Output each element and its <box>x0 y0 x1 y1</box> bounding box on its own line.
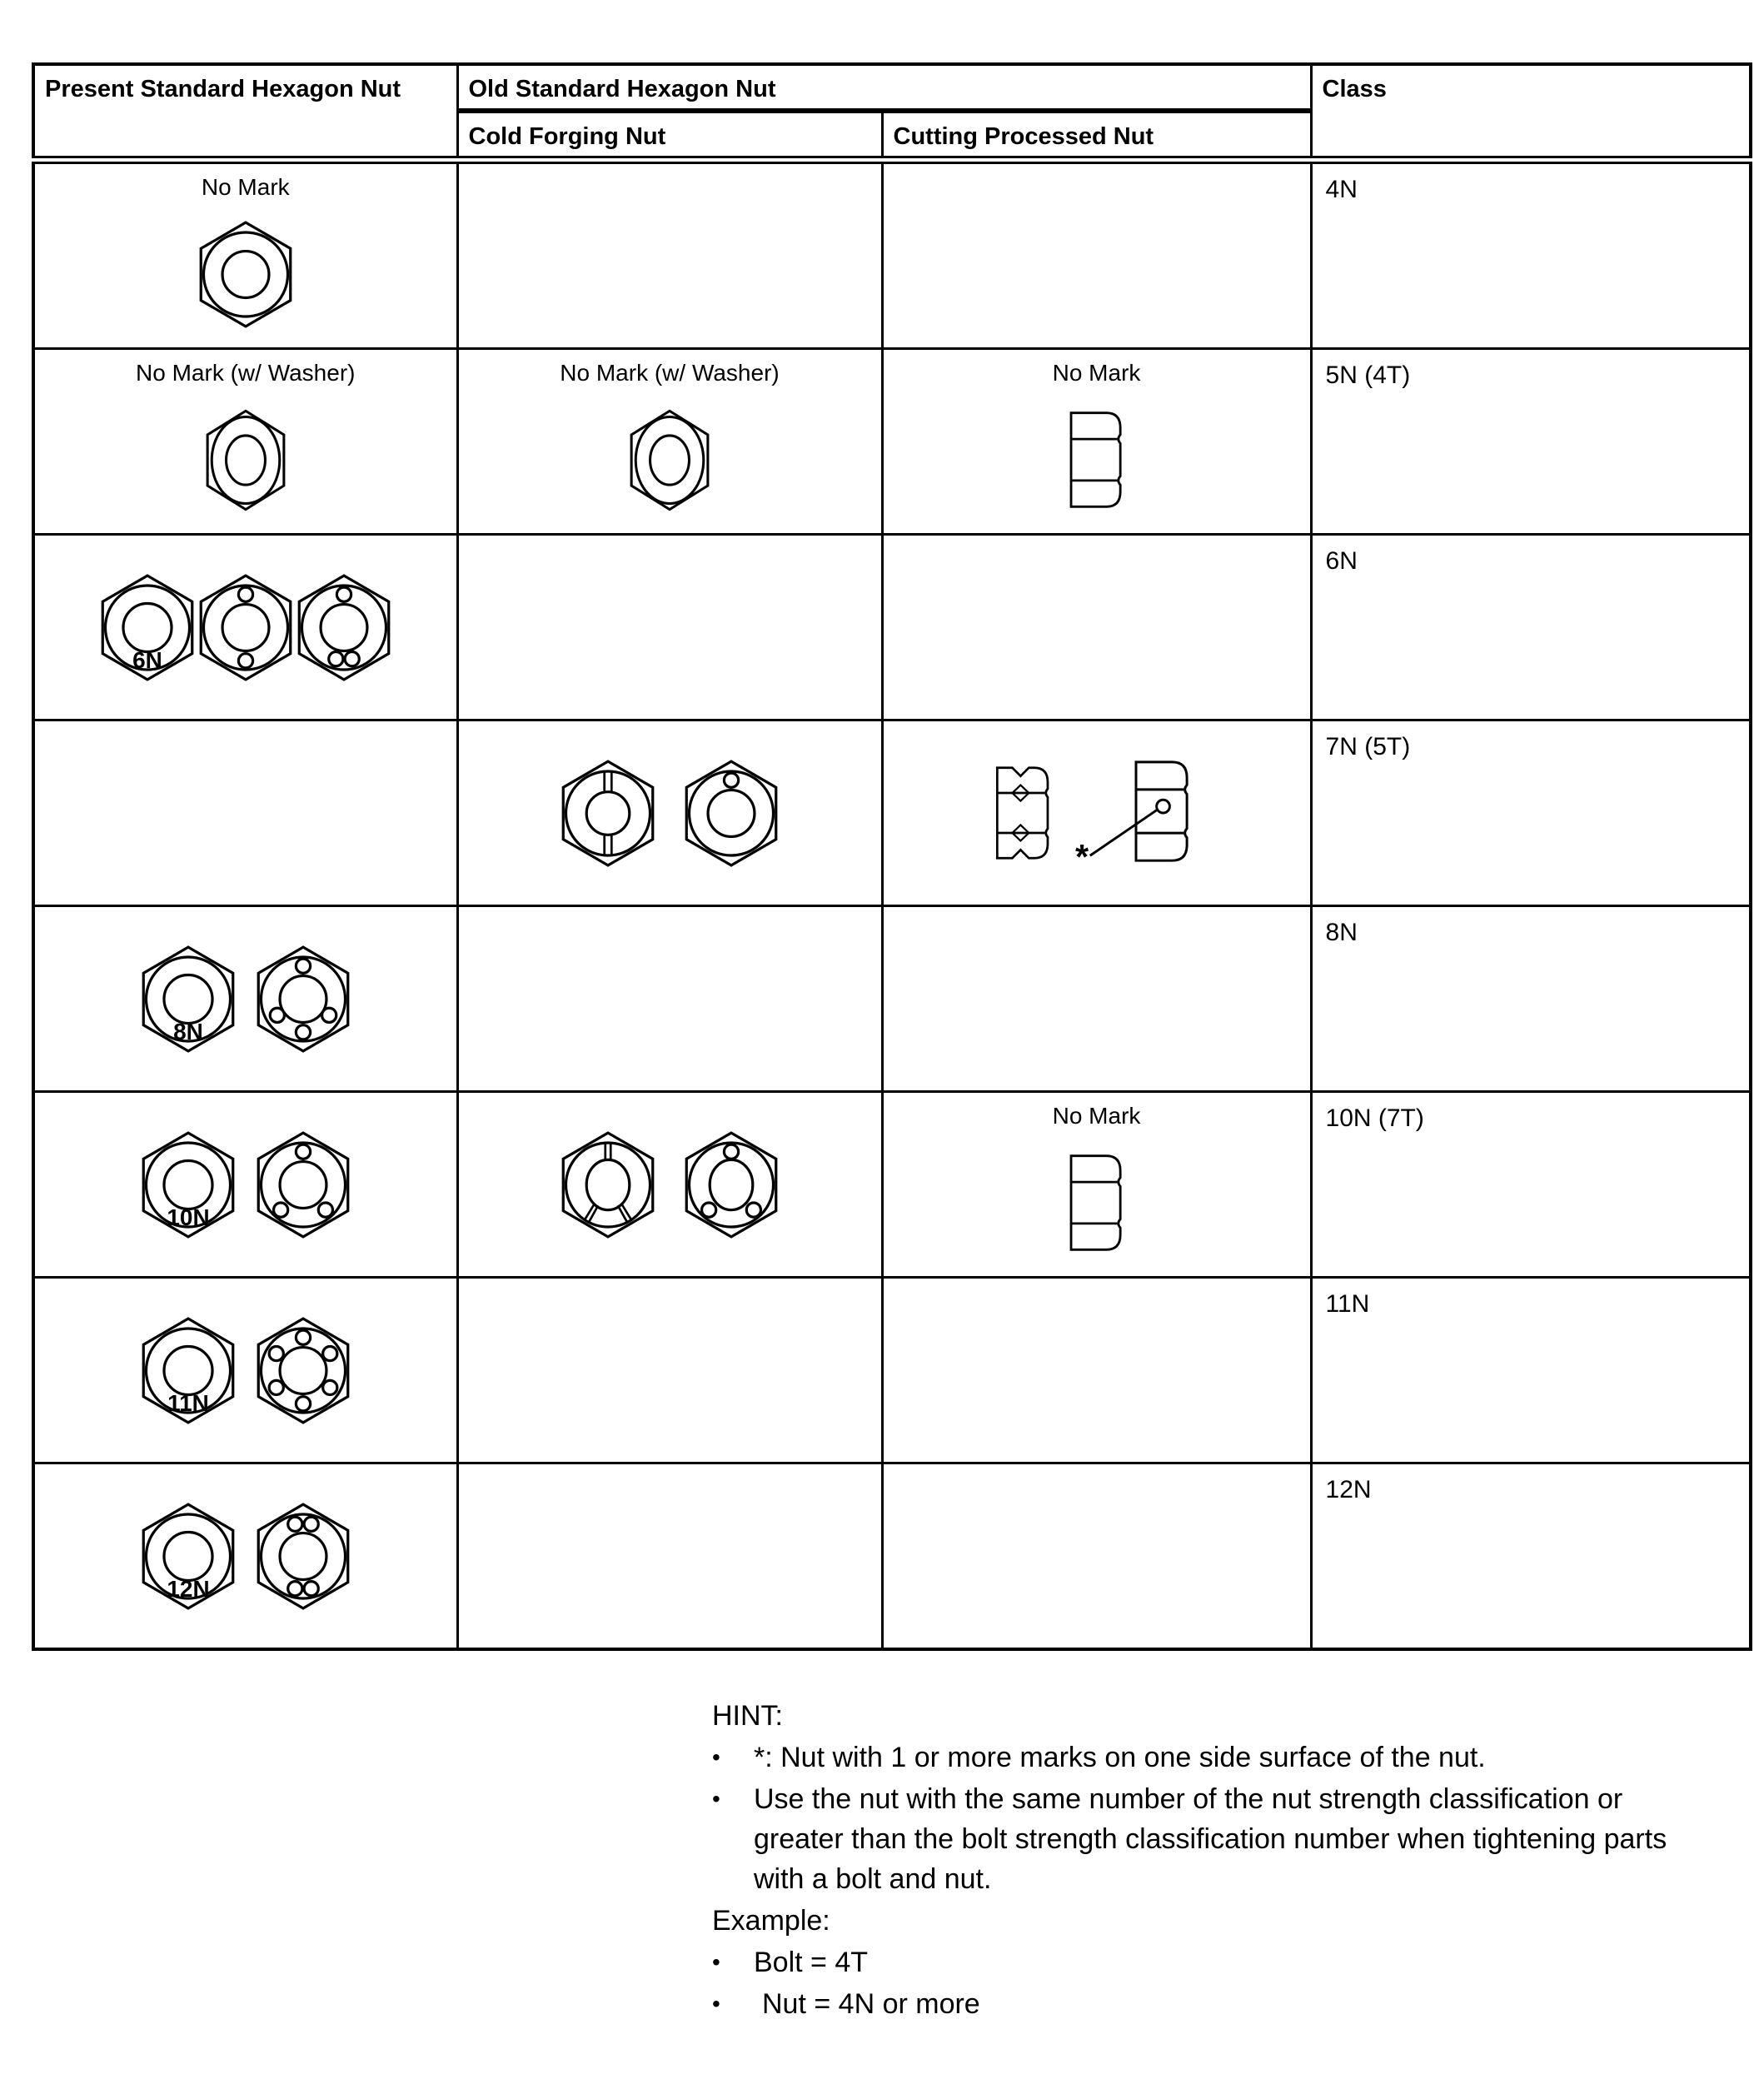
cell-present-5n <box>33 349 457 535</box>
header-cutting-processed: Cutting Processed Nut <box>882 111 1311 160</box>
cell-cutting-8n <box>882 906 1311 1092</box>
cell-present-6n <box>33 535 457 720</box>
cell-present-4n <box>33 160 457 349</box>
class-value: 7N (5T) <box>1325 733 1411 760</box>
cell-present-7n <box>33 720 457 906</box>
table-row-6n <box>33 535 1751 720</box>
cell-cold-6n <box>457 535 882 720</box>
cell-class-11n <box>1311 1278 1751 1463</box>
hex-nut-12n-marked-icon <box>142 1503 235 1610</box>
cell-class-7n <box>1311 720 1751 906</box>
hex-nut-two-dots-icon <box>199 574 292 681</box>
hex-nut-one-plus-two-dots-icon <box>297 574 391 681</box>
header-cold-forging: Cold Forging Nut <box>457 111 882 160</box>
hex-nut-washer-top-view-icon <box>625 407 714 513</box>
cell-cutting-10n <box>882 1092 1311 1278</box>
cell-class-6n <box>1311 535 1751 720</box>
hex-nut-top-view-no-mark-icon <box>199 221 292 328</box>
example-bullet-text: Bolt = 4T <box>754 1947 869 1978</box>
cell-cutting-12n <box>882 1463 1311 1650</box>
hex-nut-three-dots-icon <box>257 1131 350 1239</box>
nut-class-table <box>32 62 1752 1651</box>
cell-cutting-7n <box>882 720 1311 906</box>
hex-nut-washer-top-view-icon <box>202 407 290 513</box>
hex-nut-11n-marked-icon <box>142 1317 235 1424</box>
hint-title: HINT: <box>712 1700 783 1732</box>
cell-present-8n <box>33 906 457 1092</box>
example-bullet-text: Nut = 4N or more <box>762 1988 980 2020</box>
cell-cold-5n <box>457 349 882 535</box>
class-value: 10N (7T) <box>1325 1104 1424 1132</box>
header-old-standard: Old Standard Hexagon Nut <box>457 64 1311 111</box>
hex-nut-8n-marked-icon <box>142 945 235 1053</box>
hex-nut-four-dots-icon <box>257 945 350 1053</box>
bullet-icon: • <box>712 1949 720 1975</box>
hex-nut-one-dot-icon <box>685 760 778 867</box>
table-row-12n <box>33 1463 1751 1650</box>
hint-section <box>712 1696 1703 2026</box>
bullet-icon: • <box>712 1786 720 1812</box>
cell-cold-8n <box>457 906 882 1092</box>
hex-nut-three-dots-icon <box>685 1131 778 1239</box>
hint-bullet <box>712 1779 1703 1899</box>
cell-cutting-11n <box>882 1278 1311 1463</box>
cell-cold-11n <box>457 1278 882 1463</box>
hex-nut-side-view-icon <box>1065 1152 1129 1254</box>
header-row-1 <box>33 64 1751 111</box>
class-value: 5N (4T) <box>1325 361 1411 389</box>
hint-bullet-text: Use the nut with the same number of the nut strength classification or greater than the bolt strength classification number when tightening parts with a bolt and nut. <box>754 1783 1667 1895</box>
nut-label: No Mark (w/ Washer) <box>560 360 780 386</box>
hex-nut-side-view-icon <box>1065 409 1129 511</box>
bullet-icon: • <box>712 1744 720 1770</box>
bullet-icon: • <box>712 1991 720 2017</box>
cell-class-8n <box>1311 906 1751 1092</box>
nut-mark-text: 11N <box>167 1389 209 1416</box>
cell-cold-4n <box>457 160 882 349</box>
hint-bullet <box>712 1737 1703 1777</box>
nut-label: No Mark <box>201 174 290 200</box>
cell-class-4n <box>1311 160 1751 349</box>
cell-cutting-6n <box>882 535 1311 720</box>
nut-mark-text: 6N <box>132 646 162 673</box>
hint-bullet-text: *: Nut with 1 or more marks on one side surface of the nut. <box>754 1742 1486 1773</box>
table-row-10n <box>33 1092 1751 1278</box>
example-title: Example: <box>712 1905 830 1937</box>
class-value: 8N <box>1325 919 1358 946</box>
header-class: Class <box>1311 64 1751 160</box>
nut-mark-text: 12N <box>167 1575 210 1602</box>
example-bullet <box>712 1942 1703 1982</box>
hex-nut-bar-marks-icon <box>561 760 655 867</box>
nut-label: No Mark <box>1052 360 1141 386</box>
cell-class-10n <box>1311 1092 1751 1278</box>
cell-class-12n <box>1311 1463 1751 1650</box>
nut-label: No Mark <box>1052 1103 1141 1129</box>
asterisk-pointer-symbol: * <box>1074 838 1089 870</box>
cell-class-5n <box>1311 349 1751 535</box>
hex-nut-side-view-diamond-marks-icon <box>992 762 1055 864</box>
example-bullet <box>712 1984 1703 2024</box>
class-value: 4N <box>1325 176 1358 203</box>
table-row-4n <box>33 160 1751 349</box>
cell-cold-10n <box>457 1092 882 1278</box>
nut-mark-text: 10N <box>167 1204 210 1230</box>
nut-label: No Mark (w/ Washer) <box>136 360 356 386</box>
table-row-11n <box>33 1278 1751 1463</box>
cell-present-12n <box>33 1463 457 1650</box>
hex-nut-6n-marked-icon <box>101 574 194 681</box>
cell-cold-12n <box>457 1463 882 1650</box>
cell-present-11n <box>33 1278 457 1463</box>
cell-cutting-4n <box>882 160 1311 349</box>
table-row-5n <box>33 349 1751 535</box>
hex-nut-two-plus-two-dots-icon <box>257 1503 350 1610</box>
nut-mark-text: 8N <box>172 1018 203 1044</box>
hex-nut-six-dots-icon <box>257 1317 350 1424</box>
class-value: 11N <box>1325 1290 1370 1318</box>
hex-nut-side-view-circle-mark-icon <box>1070 755 1202 870</box>
cell-cutting-5n <box>882 349 1311 535</box>
table-row-8n <box>33 906 1751 1092</box>
cell-cold-7n <box>457 720 882 906</box>
class-value: 12N <box>1325 1476 1372 1503</box>
hex-nut-y-marks-icon <box>561 1131 655 1239</box>
table-row-7n <box>33 720 1751 906</box>
hex-nut-10n-marked-icon <box>142 1131 235 1239</box>
header-present-standard: Present Standard Hexagon Nut <box>33 64 457 160</box>
class-value: 6N <box>1325 547 1358 575</box>
cell-present-10n <box>33 1092 457 1278</box>
